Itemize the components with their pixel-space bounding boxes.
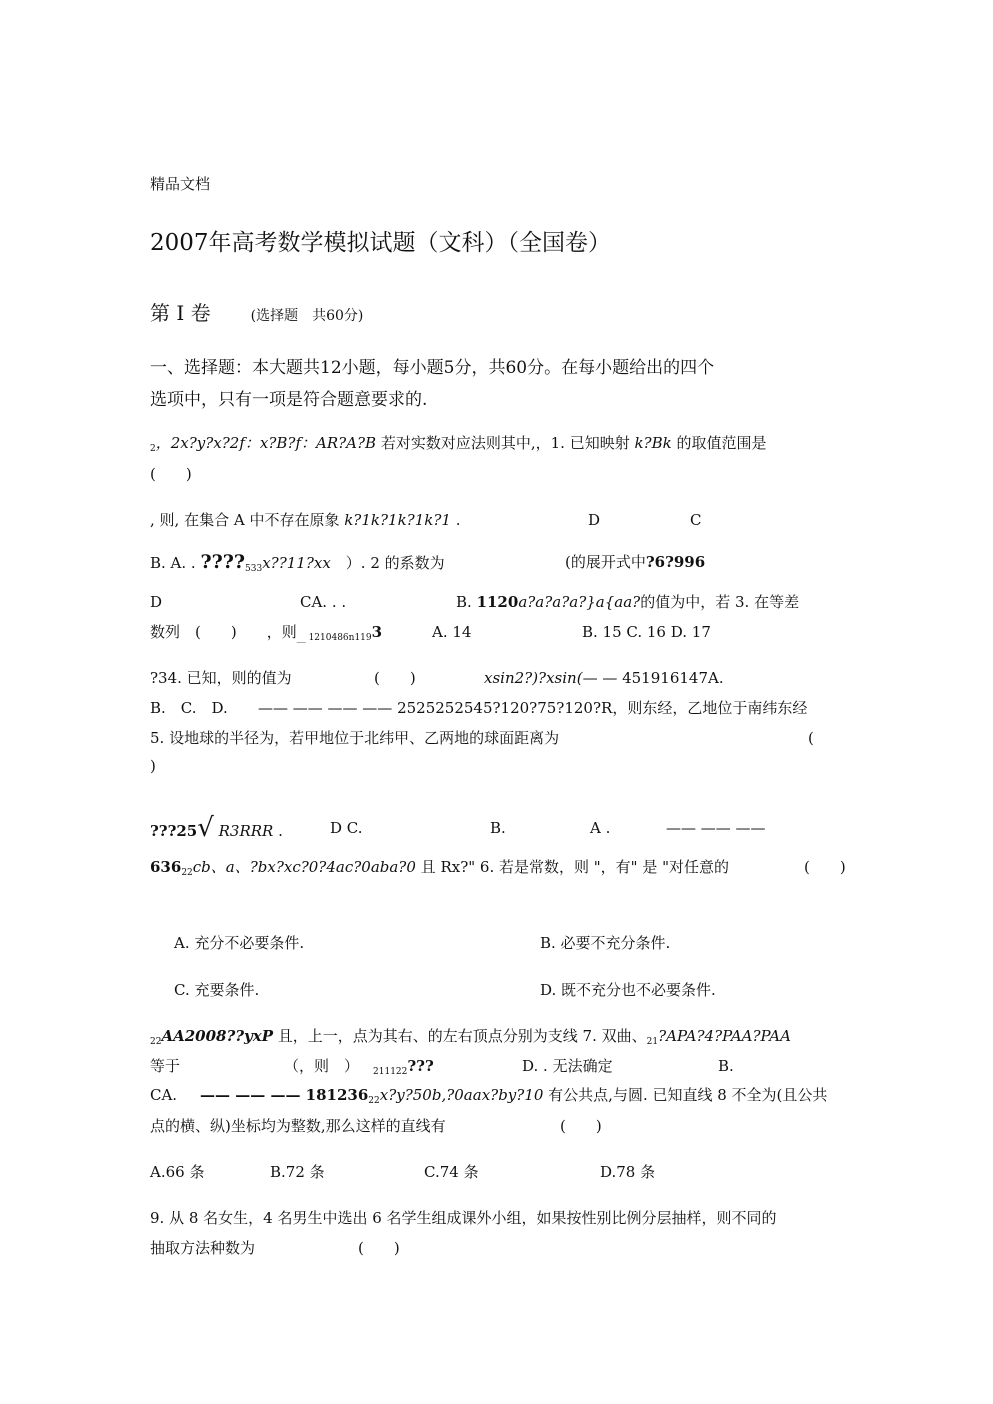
q3-sub: __ 1210486n119: [296, 633, 372, 643]
q2-expr: x??11?xx: [262, 554, 331, 572]
q8-sub: 22: [368, 1096, 380, 1106]
q1-text: 若对实数对应法则其中,，1. 已知映射: [376, 434, 635, 452]
q7-line-2-mid: [284, 1056, 434, 1082]
q8-text: 有公共点,与圆. 已知直线 8 不全为(且公共: [543, 1086, 828, 1104]
q6-option-d: D. 既不充分也不必要条件.: [540, 981, 716, 999]
q3-expr: a?a?a?a?}a{aa?: [518, 593, 641, 611]
q5-dashes: —— —— ——: [666, 819, 766, 837]
q7-expr-2: ?APA?4?PAA?PAA: [658, 1027, 791, 1045]
q6-option-c: C. 充要条件.: [174, 981, 260, 999]
q1-sub: 2: [150, 444, 156, 454]
volume-heading: [150, 300, 363, 329]
q8-line-2-text: 点的横、纵)坐标均为整数,那么这样的直线有: [150, 1117, 446, 1135]
q4-line-2-values: —— —— —— —— 2525252545?120?75?120?R: [258, 699, 613, 717]
q1-line-1: [150, 433, 767, 459]
q9-paren: ( ): [358, 1239, 400, 1257]
q1-line-3-text: , 则, 在集合 A 中不存在原象: [150, 511, 345, 529]
q3-num-2: 3: [371, 623, 383, 641]
q9-line-2-text: 抽取方法种数为: [150, 1239, 256, 1257]
q3-line-2: [150, 622, 382, 648]
q3-option-a: A. 14: [432, 623, 472, 641]
q6-option-a: A. 充分不必要条件.: [174, 934, 305, 952]
q3-text-2: 数列 ( ) ，则: [150, 623, 297, 641]
q7-option-b: B.: [718, 1057, 734, 1075]
q8-option-c: C.74 条: [424, 1163, 479, 1181]
q5-option-a: A .: [590, 819, 611, 837]
q3-line-1: [456, 592, 799, 612]
q4-line-1-right: [484, 668, 724, 688]
q1-expr: ，2x?y?x?2f：x?B?f：AR?A?B: [155, 434, 377, 452]
q4-line-1-text: ?34. 已知，则的值为: [150, 669, 292, 687]
q4-paren: ( ): [374, 669, 416, 687]
q2-right: [565, 552, 705, 572]
q8-line-1-ca: CA.: [150, 1086, 178, 1104]
q6-line: [150, 857, 729, 883]
q8-values: —— —— —— 181236: [200, 1086, 369, 1104]
q2-right-text: (的展开式中: [565, 553, 646, 571]
q2-text: B. A. .: [150, 554, 201, 572]
q3-num: 1120: [476, 593, 519, 611]
q7-sub-2: 21: [646, 1037, 659, 1047]
q3-option-b: B.: [456, 593, 477, 611]
section-intro-line-2: 选项中，只有一项是符合题意要求的.: [150, 390, 428, 410]
q1-option-d: D: [588, 511, 601, 529]
q3-option-d: D: [150, 593, 163, 611]
q6-option-b: B. 必要不充分条件.: [540, 934, 671, 952]
q7-sub: 22: [150, 1037, 162, 1047]
q8-expr: x?y?50b,?0aax?by?10: [379, 1086, 544, 1104]
q3-options-bcd: B. 15 C. 16 D. 17: [582, 623, 711, 641]
q4-line-2-right: [258, 698, 807, 718]
section-intro-line-1: 一、选择题：本大题共12小题，每小题5分，共60分。在每小题给出的四个: [150, 358, 715, 378]
q6-num: 636: [150, 858, 182, 876]
q3-text: 的值为中，若 3. 在等差: [640, 593, 800, 611]
q8-line-1: [200, 1085, 827, 1111]
q7-option-d: D. . 无法确定: [522, 1057, 613, 1075]
q6-expr: cb、a、?bx?xc?0?4ac?0aba?0: [192, 858, 416, 876]
q2-sub: 533: [245, 564, 263, 574]
q2-line: [150, 552, 445, 579]
q8-paren: ( ): [560, 1117, 602, 1135]
q7-sub-3: 211122: [373, 1067, 408, 1077]
q5-paren-open: (: [808, 729, 814, 747]
q1-text-2: 的取值范围是: [671, 434, 767, 452]
page-title: 2007年高考数学模拟试题（文科）（全国卷）: [150, 230, 612, 256]
q1-expr-2: k?Bk: [634, 434, 672, 452]
q3-option-ca: CA. . .: [300, 593, 347, 611]
volume-note: (选择题 共60分): [250, 308, 364, 324]
q2-right-expr: ?6?996: [645, 553, 706, 571]
q5-num: ???25: [150, 822, 198, 840]
q7-paren: （，则 ）: [284, 1057, 360, 1075]
q4-line-2-text: ，则东经，乙地位于南纬东经: [612, 699, 808, 717]
q6-paren: ( ): [804, 858, 846, 876]
q5-line-2: ): [150, 757, 156, 775]
q8-option-b: B.72 条: [270, 1163, 325, 1181]
q4-line-2-options: B. C. D.: [150, 699, 228, 717]
q4-expr: xsin2?)?xsin(: [484, 669, 583, 687]
q5-option-b: B.: [490, 819, 506, 837]
q5-line-1: 5. 设地球的半径为，若甲地位于北纬甲、乙两地的球面距离为: [150, 729, 560, 747]
q7-expr: AA2008??yxP: [161, 1027, 273, 1045]
q4-values: — — 451916147A.: [582, 669, 724, 687]
q5-dot: .: [273, 822, 283, 840]
q5-expr: R3RRR: [218, 822, 274, 840]
q6-text: 且 Rx?" 6. 若是常数，则 "，有" 是 "对任意的: [415, 858, 729, 876]
q7-marks: ???: [407, 1057, 434, 1075]
q5-line-3: [150, 813, 283, 843]
q5-options-dc: D C.: [330, 819, 363, 837]
q1-option-c: C: [690, 511, 702, 529]
q7-text: 且，上一，点为其右、的左右顶点分别为支线 7. 双曲、: [273, 1027, 647, 1045]
q1-line-3: [150, 510, 460, 530]
q9-line-1: 9. 从 8 名女生，4 名男生中选出 6 名学生组成课外小组，如果按性别比例分层抽样，则不同的: [150, 1209, 777, 1227]
q1-line-2: ( ): [150, 465, 192, 483]
q2-text-2: ）. 2 的系数为: [330, 554, 445, 572]
q7-line-2-text: 等于: [150, 1057, 181, 1075]
sqrt-icon: √: [197, 813, 214, 843]
volume-label: 第 I 卷: [150, 301, 211, 325]
q1-line-3-dot: .: [450, 511, 461, 529]
q7-line-1: [150, 1026, 791, 1052]
q6-sub: 22: [181, 868, 193, 878]
q8-option-a: A.66 条: [150, 1163, 205, 1181]
q1-line-3-expr: k?1k?1k?1k?1: [344, 511, 451, 529]
page-header: 精品文档: [150, 175, 211, 193]
q2-marks: ????: [200, 551, 245, 573]
q8-option-d: D.78 条: [600, 1163, 656, 1181]
